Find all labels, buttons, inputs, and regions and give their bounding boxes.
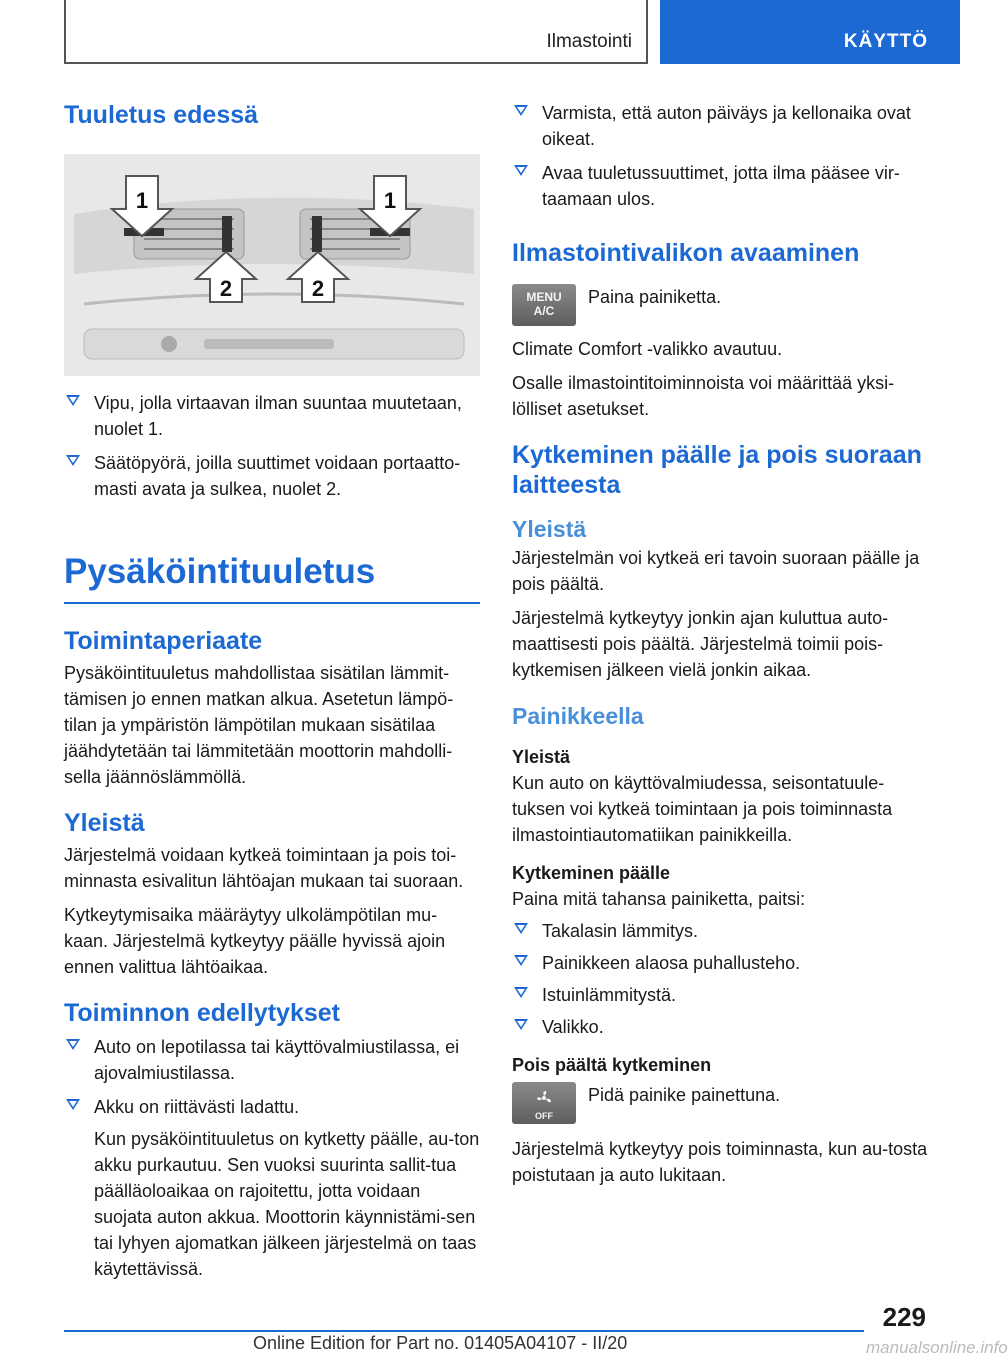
front-vent-list [64, 390, 480, 502]
paragraph-battery-detail: Kun pysäköintituuletus on kytketty päälle, au‐ton akku purkautuu. Sen vuoksi suurinta sallit‐tua päälläoloaikaa on rajoitettu, jotta voidaan suojata auton akkua. Moottorin käynnistämi‐sen tai lyhyen ajomatkan jälkeen järjestelmä on taas käytettävissä. [94, 1129, 480, 1279]
paragraph-switch-1: Järjestelmän voi kytkeä eri tavoin suoraan päälle ja pois päältä. [512, 548, 920, 594]
menu-button-label: MENU [526, 290, 562, 304]
list-item: Säätöpyörä, joilla suuttimet voidaan portaatto‐masti avata ja sulkea, nuolet 2. [64, 450, 480, 502]
paragraph-button-general: Kun auto on käyttövalmiudessa, seisontatuule‐tuksen voi kytkeä toimintaan ja pois toiminnasta ilmastointiautomatiikan painikkeilla. [512, 773, 893, 845]
label-general: Yleistä [512, 747, 571, 767]
right-column [512, 100, 928, 1188]
left-column [64, 100, 480, 1282]
heading-principle: Toimintaperiaate [64, 627, 263, 655]
list-item: Istuinlämmitystä. [512, 982, 928, 1008]
paragraph-principle: Pysäköintituuletus mahdollistaa sisätilan lämmit‐tämisen jo ennen matkan alkua. Asetetun lämpö‐tilan ja ympäristön lämpötilan mukaan sisätilaa jäähdytetään tai lämmitetään moottorin mahdolli‐sella jäännöslämmöllä. [64, 663, 454, 787]
requirements-list [64, 1034, 480, 1120]
list-item: Takalasin lämmitys. [512, 918, 928, 944]
menu-button-row [512, 284, 928, 326]
header-section-box [64, 0, 648, 64]
heading-general: Yleistä [64, 809, 145, 837]
label-switch-on: Kytkeminen päälle [512, 863, 671, 883]
heading-front-vent: Tuuletus edessä [64, 101, 259, 129]
arrow-label-2-left: 2 [219, 276, 233, 301]
bullet-triangle-icon [514, 105, 528, 116]
list-item: Vipu, jolla virtaavan ilman suuntaa muutetaan, nuolet 1. [64, 390, 480, 442]
bullet-triangle-icon [514, 955, 528, 966]
label-switch-off: Pois päältä kytkeminen [512, 1055, 712, 1075]
footer-divider [64, 1330, 864, 1332]
fan-icon [533, 1090, 555, 1106]
list-item: Varmista, että auton päiväys ja kellonaika ovat oikeat. [512, 100, 928, 152]
arrow-label-2-right: 2 [311, 276, 325, 301]
list-item: Akku on riittävästi ladattu. [64, 1094, 480, 1120]
subheading-general: Yleistä [512, 516, 587, 542]
bullet-triangle-icon [66, 395, 80, 406]
paragraph-press-button: Paina painiketta. [588, 287, 722, 307]
footer-edition: Online Edition for Part no. 01405A04107 - II/20 [253, 1333, 628, 1353]
paragraph-individual: Osalle ilmastointitoiminnoista voi määrittää yksi‐lölliset asetukset. [512, 373, 895, 419]
list-item: Painikkeen alaosa puhallusteho. [512, 950, 928, 976]
paragraph-switch-off: Järjestelmä kytkeytyy pois toiminnasta, kun au‐tosta poistutaan ja auto lukitaan. [512, 1139, 928, 1185]
heading-requirements: Toiminnon edellytykset [64, 999, 340, 1027]
page-number: 229 [882, 1302, 926, 1332]
dashboard-vent-photo [64, 154, 480, 376]
arrow-label-1-left: 1 [135, 188, 149, 213]
bullet-triangle-icon [514, 165, 528, 176]
bullet-triangle-icon [66, 1039, 80, 1050]
paragraph-menu-opens: Climate Comfort -valikko avautuu. [512, 339, 783, 359]
list-item: Avaa tuuletussuuttimet, jotta ilma pääsee vir‐taamaan ulos. [512, 160, 928, 212]
list-item: Valikko. [512, 1014, 928, 1040]
vent-illustration [64, 154, 480, 376]
off-label: OFF [535, 1111, 553, 1121]
fan-button-row [512, 1082, 928, 1124]
menu-ac-button-icon [512, 284, 576, 326]
heading-open-menu: Ilmastointivalikon avaaminen [512, 239, 860, 267]
watermark: manualsonline.info [866, 1338, 1008, 1357]
paragraph-switch-2: Järjestelmä kytkeytyy jonkin ajan kuluttua auto‐maattisesti pois päältä. Järjestelmä toimii pois‐kytkemisen jälkeen vielä jonkin aikaa. [512, 608, 889, 680]
paragraph-general-2: Kytkeytymisaika määräytyy ulkolämpötilan mu‐kaan. Järjestelmä kytkeytyy päälle hyvissä ajoin ennen valittua lähtöaikaa. [64, 905, 446, 977]
fan-off-button-icon [512, 1082, 576, 1124]
list-item: Auto on lepotilassa tai käyttövalmiustilassa, ei ajovalmiustilassa. [64, 1034, 480, 1086]
requirements-list-continued [512, 100, 928, 212]
heading-switch: Kytkeminen päälle ja pois suoraan laitteesta [512, 441, 922, 499]
bullet-triangle-icon [66, 455, 80, 466]
paragraph-general-1: Järjestelmä voidaan kytkeä toimintaan ja pois toi‐minnasta esivalitun lähtöajan mukaan tai suoraan. [64, 845, 464, 891]
bullet-triangle-icon [514, 923, 528, 934]
header-chapter-title: KÄYTTÖ [843, 31, 928, 52]
paragraph-hold-button: Pidä painike painettuna. [588, 1085, 781, 1105]
bullet-triangle-icon [514, 987, 528, 998]
header-section-title: Ilmastointi [546, 31, 632, 52]
bullet-triangle-icon [514, 1019, 528, 1030]
header-chapter-tab [660, 0, 960, 64]
bullet-triangle-icon [66, 1099, 80, 1110]
paragraph-switch-on: Paina mitä tahansa painiketta, paitsi: [512, 889, 806, 909]
arrow-label-1-right: 1 [383, 188, 397, 213]
ac-button-label: A/C [533, 304, 555, 318]
chapter-title: Pysäköintituuletus [64, 552, 480, 604]
except-list [512, 918, 928, 1040]
subheading-with-button: Painikkeella [512, 703, 644, 729]
